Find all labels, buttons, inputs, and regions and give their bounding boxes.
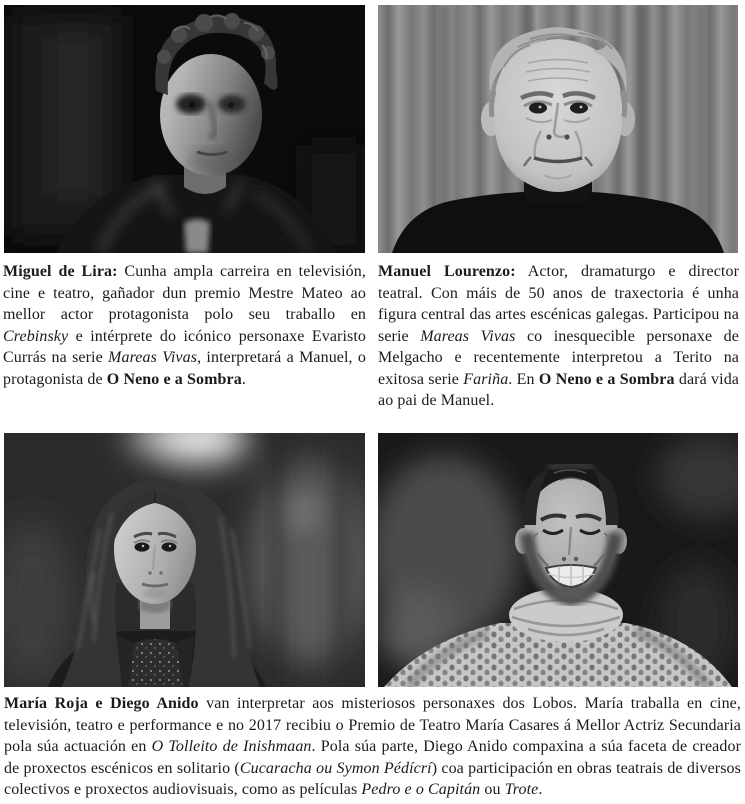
photo-manuel-lourenzo [378, 5, 738, 253]
caption-maria-roja-diego-anido: María Roja e Diego Anido van interpretar aos misteriosos personaxes dos Lobos. María traballa en cine, televisión, teatro e performance e no 2017 recibiu o Premio de Teatro María Casares á Mellor Actriz Secundaria pola súa actuación en O Tolleito de Inishmaan. Pola súa parte, Diego Anido compaxina a súa faceta de creador de proxectos escénicos en solitario (Cucaracha ou Symon Pédícrí) coa participación en obras teatrais de diversos colectivos e proxectos audiovisuais, como as películas Pedro e o Capitán ou Trote. [4, 695, 742, 798]
caption-miguel-de-lira: Miguel de Lira: Cunha ampla carreira en televisión, cine e teatro, gañador dun premio Mestre Mateo ao mellor actor protagonista polo seu traballo en Crebinsky e intérprete do icónico personaxe Evaristo Currás na serie Mareas Vivas, interpretará a Manuel, o protagonista de O Neno e a Sombra. [3, 263, 366, 388]
photo-diego-anido [378, 433, 738, 687]
portrait-manuel-lourenzo-image [378, 5, 738, 253]
photo-maria-roja [4, 433, 365, 687]
photo-miguel-de-lira [4, 5, 365, 253]
portrait-miguel-de-lira-image [4, 5, 365, 253]
portrait-diego-anido-image [378, 433, 738, 687]
portrait-maria-roja-image [4, 433, 365, 687]
caption-manuel-lourenzo: Manuel Lourenzo: Actor, dramaturgo e director teatral. Con máis de 50 anos de traxectoria é unha figura central das artes escénicas galegas. Participou na serie Mareas Vivas co inesquecible personaxe de Melgacho e recentemente interpretou a Terito na exitosa serie Fariña. En O Neno e a Sombra dará vida ao pai de Manuel. [378, 263, 740, 409]
